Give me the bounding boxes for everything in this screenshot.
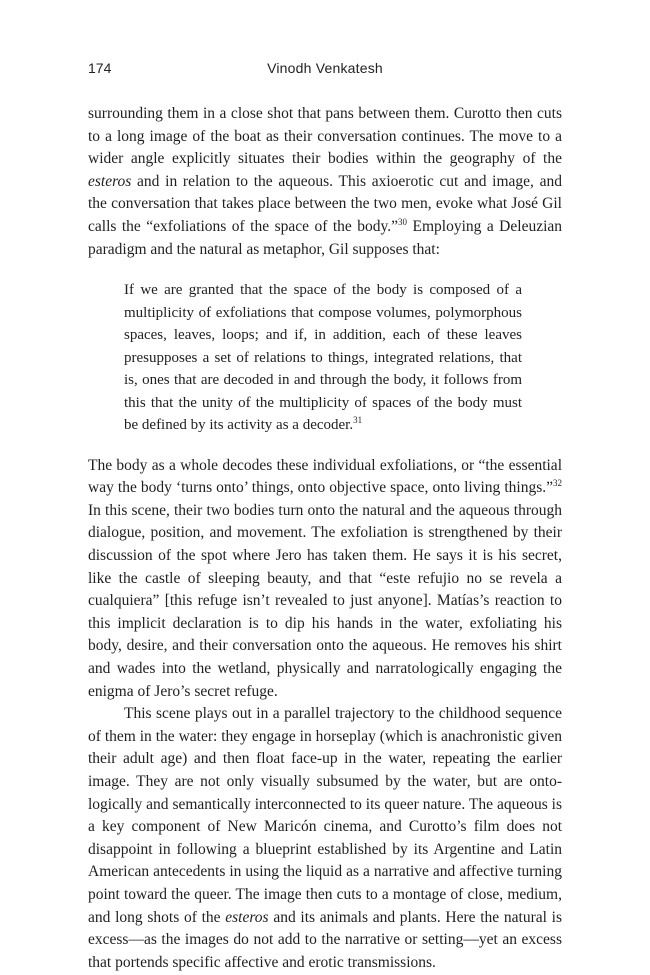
italic-term: esteros — [225, 908, 269, 926]
footnote-marker: 32 — [553, 478, 562, 489]
paragraph — [88, 455, 562, 704]
text-run: and its animals and plants. Here the natural is excess—as the images do not add to the narrative or setting—yet an excess that portends specific affective and erotic transmissions. — [88, 908, 562, 971]
block-quote — [124, 279, 522, 437]
text-run: Employing a Deleuzian paradigm and the natural as metaphor, Gil supposes that: — [88, 217, 563, 258]
quote-text: If we are granted that the space of the body is composed of a multiplicity of exfoliations that compose volumes, polymorphous spaces, leaves, loops; and if, in addition, each of these leaves presupposes a set of relations to things, integrated relations, that is, ones that are decoded in and through the body, it follows from this that the unity of the multiplicity of spaces of the body must be defined by its activity as a decoder. — [124, 282, 522, 434]
body-text — [88, 103, 562, 974]
footnote-marker: 30 — [398, 216, 408, 227]
text-run: The body as a whole decodes these individual exfoliations, or “the essential way the body ‘turns onto’ things, onto objective space, onto living things.” — [88, 456, 562, 497]
text-run: This scene plays out in a parallel trajectory to the childhood sequence of them in the water: they engage in horseplay (which is anachronistic given their adult age) and then float face-up in the water, repeating the earlier image. They are not only visually subsumed by the water, but are ontologically and semantically interconnected to its queer nature. The aqueous is a key component of New Maricón cinema, and Curotto’s film does not disappoint in following a blueprint established by its Argentine and Latin American antecedents in using the liquid as a narrative and affective turning point toward the queer. The image then cuts to a montage of close, medium, and long shots of the — [88, 705, 562, 926]
text-run: surrounding them in a close shot that pans between them. Curotto then cuts to a long image of the boat as their conversation continues. The move to a wider angle explicitly situates their bodies within the geography of the — [88, 105, 562, 168]
paragraph — [88, 103, 562, 261]
paragraph — [88, 703, 562, 974]
running-head: Vinodh Venkatesh — [267, 60, 383, 76]
italic-term: esteros — [88, 172, 132, 190]
text-run: and in relation to the aqueous. This axioerotic cut and image, and the conversation that takes place between the two men, evoke what José Gil calls the “exfoliations of the space of the body.” — [88, 172, 562, 235]
footnote-marker: 31 — [353, 415, 363, 426]
page-number: 174 — [88, 60, 112, 76]
text-run: In this scene, their two bodies turn onto the natural and the aqueous through dialogue, position, and movement. The exfoliation is strengthened by their discussion of the spot where Jero has taken them. He says it is his secret, like the castle of sleeping beauty, and that “este refujio no se revela a cualquiera” [this refuge isn’t revealed to just anyone]. Matías’s reaction to this implicit declaration is to dip his hands in the water, exfoliating his body, desire, and their conversation onto the aqueous. He removes his shirt and wades into the wetland, physically and narratologically engaging the enigma of Jero’s secret refuge. — [88, 501, 562, 700]
